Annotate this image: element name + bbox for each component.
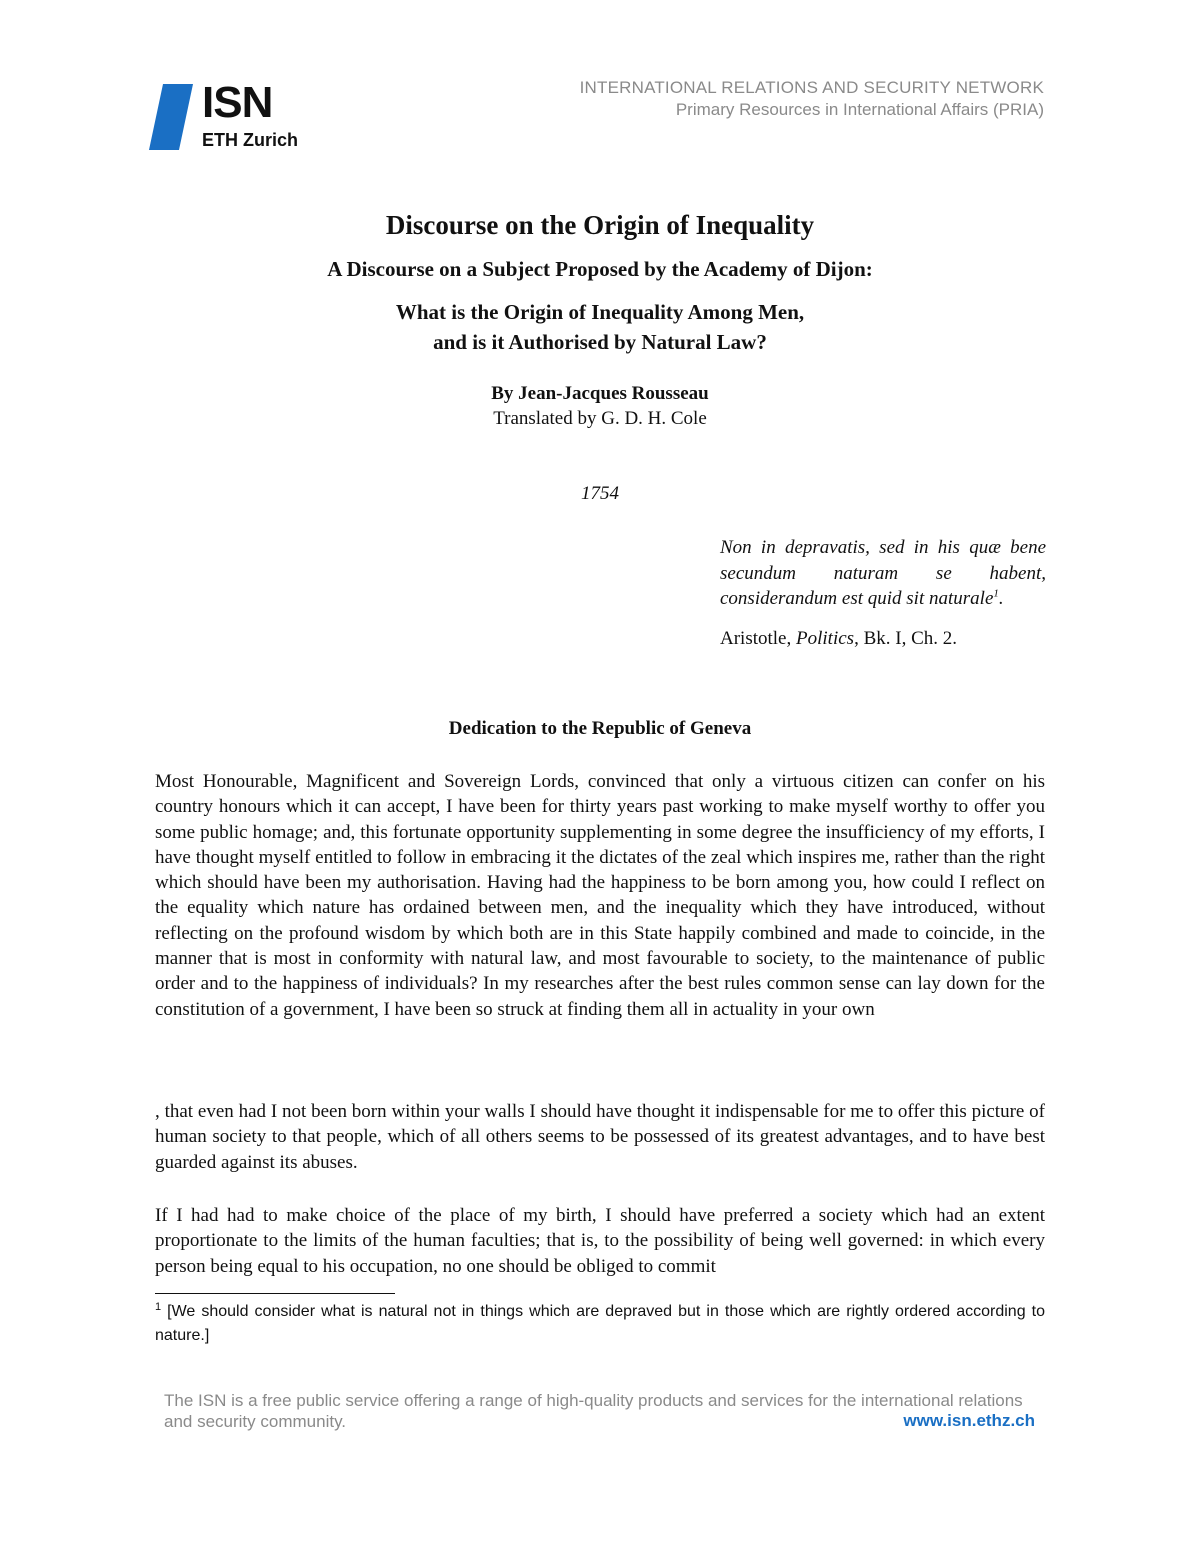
- subtitle-line-3: and is it Authorised by Natural Law?: [433, 330, 767, 354]
- author-line: By Jean-Jacques Rousseau: [491, 383, 709, 404]
- logo-stripe-icon: [149, 84, 193, 150]
- document-title: Discourse on the Origin of Inequality: [385, 210, 815, 240]
- attribution-work: Politics: [796, 627, 855, 649]
- footnote-text: [We should consider what is natural not in things which are depraved but in those which are rightly ordered according to nature.]: [155, 1303, 1045, 1344]
- publication-year: 1754: [581, 483, 619, 504]
- isn-logo: [152, 80, 312, 152]
- attribution-prefix: Aristotle,: [720, 627, 796, 649]
- footnote-number: 1: [155, 1300, 162, 1313]
- translator-line: Translated by G. D. H. Cole: [493, 408, 707, 429]
- attribution-suffix: , Bk. I, Ch. 2.: [854, 627, 957, 649]
- header-org-info: [580, 78, 1044, 120]
- logo-text: ISN: [202, 78, 273, 127]
- footnote-divider: [155, 1293, 395, 1294]
- paragraph-2: , that even had I not been born within your walls I should have thought it indispensable for me to offer this picture of human society to that people, which of all others seems to be possessed of its greatest advantages, and to have best guarded against its abuses.: [155, 1101, 1045, 1173]
- epigraph-quote-end: .: [998, 588, 1004, 609]
- subtitle-line-2: What is the Origin of Inequality Among Men,: [395, 300, 805, 324]
- epigraph-quote: [720, 535, 1046, 612]
- epigraph-quote-text: Non in depravatis, sed in his quæ bene secundum naturam se habent, considerandum est quid sit naturale: [720, 537, 1046, 609]
- org-name: INTERNATIONAL RELATIONS AND SECURITY NETWORK: [579, 78, 1044, 97]
- epigraph-attribution: [720, 626, 1046, 652]
- paragraph-1: Most Honourable, Magnificent and Sovereign Lords, convinced that only a virtuous citizen can confer on his country honours which it can accept, I have been for thirty years past working to make myself worthy to offer you some public homage; and, this fortunate opportunity supplementing in some degree the insufficiency of my efforts, I have thought myself entitled to follow in embracing it the dictates of the zeal which inspires me, rather than the right which should have been my authorisation. Having had the happiness to be born among you, how could I reflect on the equality which nature has ordained between men, and the inequality which they have introduced, without reflecting on the profound wisdom by which both are in this State happily combined and made to coincide, in the manner that is most in conformity with natural law, and most favourable to society, to the maintenance of public order and to the happiness of individuals? In my researches after the best rules common sense can lay down for the constitution of a government, I have been so struck at finding them all in actuality in your own: [155, 771, 1045, 1020]
- section-heading: Dedication to the Republic of Geneva: [448, 718, 752, 739]
- paragraph-3: If I had had to make choice of the place of my birth, I should have preferred a society which had an extent proportionate to the limits of the human faculties; that is, to the possibility of being well governed: in which every person being equal to his occupation, no one should be obliged to commit: [155, 1205, 1045, 1277]
- logo-subtext: ETH Zurich: [202, 130, 299, 150]
- footer-text: The ISN is a free public service offering a range of high-quality products and services for the international relations and security community.: [164, 1391, 1023, 1431]
- epigraph: [720, 535, 1046, 651]
- footnote-reference[interactable]: 1: [993, 587, 999, 600]
- footnote: [155, 1300, 1045, 1348]
- subtitle-line-1: A Discourse on a Subject Proposed by the Academy of Dijon:: [327, 257, 873, 281]
- collection-name: Primary Resources in International Affairs (PRIA): [675, 100, 1044, 119]
- footer-link[interactable]: www.isn.ethz.ch: [903, 1411, 1035, 1430]
- subtitle-question: [150, 297, 1050, 357]
